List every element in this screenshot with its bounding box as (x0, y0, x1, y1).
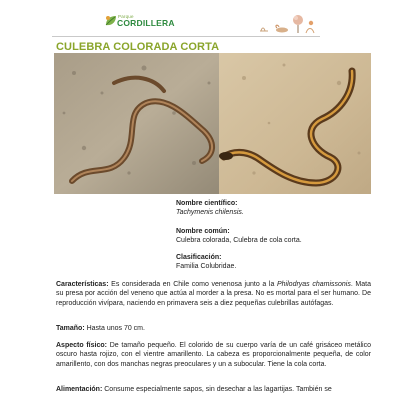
characteristics-text-1: Es considerada en Chile como venenosa junto a la (108, 281, 277, 288)
characteristics-text-2: . Mata su presa por acción del veneno que actúa al morder a la presa. No es mortal para el ser humano. De reproducción vivípara, naciendo en primavera seis a diez pequeñas culebrillas autófagas. (56, 281, 371, 307)
size-label: Tamaño: (56, 325, 85, 332)
characteristics-label: Características: (56, 281, 109, 288)
leaf-logo-icon (104, 14, 118, 28)
park-logo (104, 13, 175, 33)
diet-paragraph (56, 385, 371, 394)
page-title: CULEBRA COLORADA CORTA (56, 41, 220, 53)
scientific-name-value: Tachymenis chilensis. (176, 209, 244, 216)
classification-value: Familia Colubridae. (176, 263, 237, 270)
scientific-name-label: Nombre científico: (176, 200, 238, 207)
common-name-label: Nombre común: (176, 228, 230, 235)
logo-small-text: Parque (118, 14, 134, 19)
classification-label: Clasificación: (176, 254, 222, 261)
decorative-flora-fauna-icon (258, 13, 318, 35)
snake-photo (54, 53, 371, 194)
logo-big-text: CORDILLERA (117, 18, 175, 28)
header-divider (52, 36, 320, 37)
appearance-paragraph (56, 341, 371, 369)
scientific-name-block (176, 199, 244, 217)
classification-block (176, 253, 236, 271)
common-name-block (176, 227, 302, 245)
characteristics-paragraph (56, 280, 371, 308)
size-paragraph (56, 324, 371, 333)
common-name-value: Culebra colorada, Culebra de cola corta. (176, 237, 302, 244)
characteristics-species: Philodryas chamissonis (277, 281, 351, 288)
appearance-text: De tamaño pequeño. El colorido de su cuerpo varía de un café grisáceo metálico oscuro hasta rojizo, con el vientre amarillento. La cabeza es proporcionalmente pequeña, de color amarillento, con dos manchas negras preoculares y un a subocular. Tiene la cola corta. (56, 342, 371, 368)
appearance-label: Aspecto físico: (56, 342, 107, 349)
size-text: Hasta unos 70 cm. (84, 325, 145, 332)
diet-text: Consume especialmente sapos, sin desechar a las lagartijas. También se (102, 386, 332, 393)
diet-label: Alimentación: (56, 386, 103, 393)
